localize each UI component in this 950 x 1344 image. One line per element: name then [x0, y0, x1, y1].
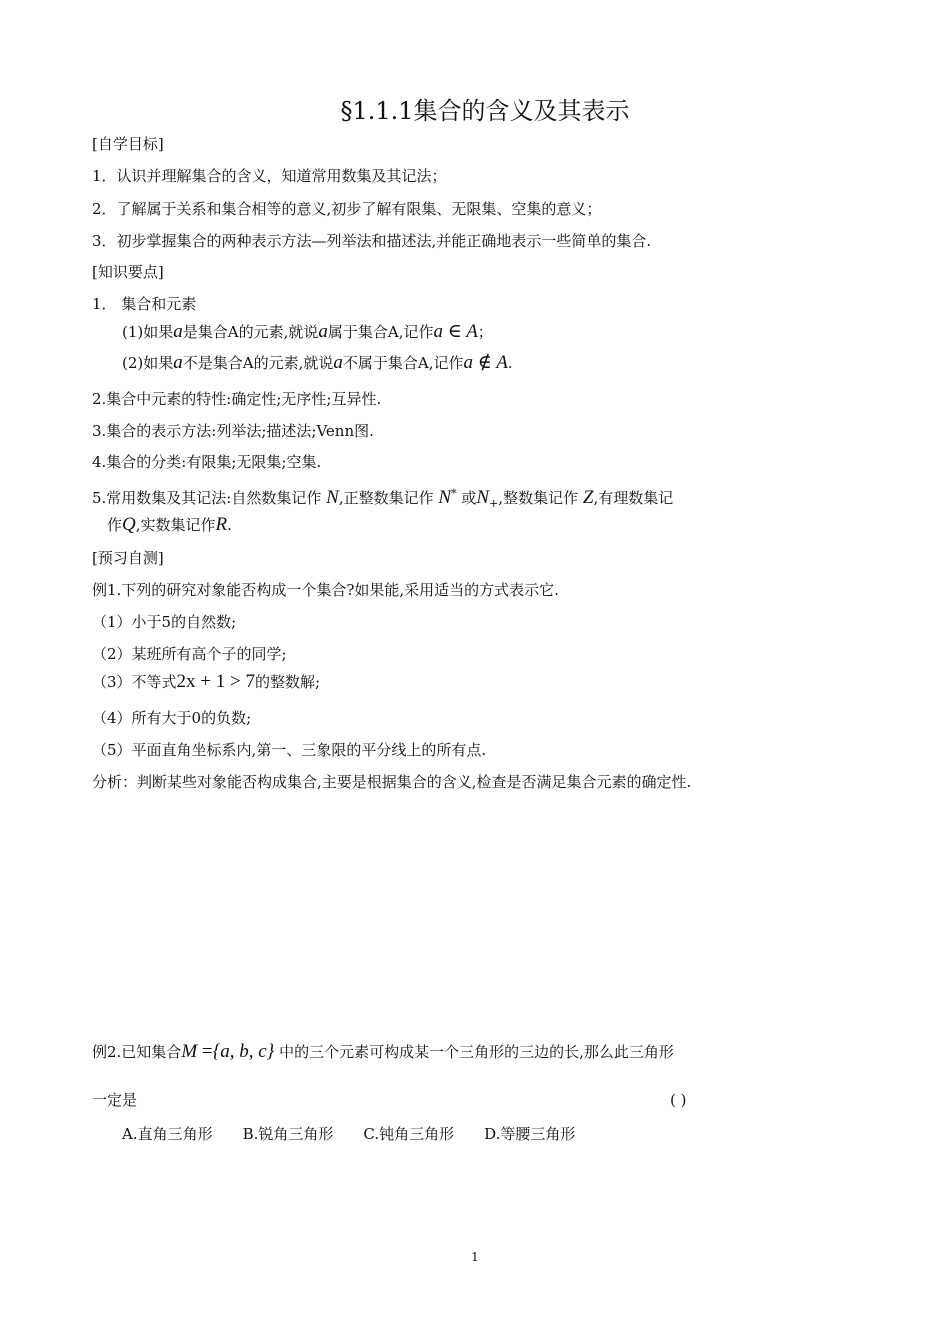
knowledge-item: 2.集合中元素的特性:确定性;无序性;互异性.	[92, 390, 382, 408]
page-number: 1	[471, 1250, 479, 1264]
answer-blank: ( )	[670, 1091, 687, 1109]
page-title: §1.1.1集合的含义及其表示	[340, 97, 630, 125]
choice-a: A.直角三角形	[122, 1125, 213, 1143]
example-item: （3）不等式2x + 1 > 7的整数解;	[92, 671, 321, 692]
choices	[122, 1124, 605, 1144]
knowledge-item: 5.常用数集及其记法:自然数集记作 N,正整数集记作 N* 或$N_+$,整数集记作 Z,有理数集记	[92, 487, 674, 510]
choice-c: C.钝角三角形	[363, 1125, 455, 1143]
knowledge-item-cont: 作Q,实数集记作R.	[107, 514, 232, 535]
goal-item: 2．了解属于关系和集合相等的意义,初步了解有限集、无限集、空集的意义；	[92, 200, 602, 218]
goal-item: 3．初步掌握集合的两种表示方法—列举法和描述法,并能正确地表示一些简单的集合.	[92, 232, 652, 250]
goal-item: 1．认识并理解集合的含义，知道常用数集及其记法；	[92, 167, 447, 185]
analysis: 分析：判断某些对象能否构成集合,主要是根据集合的含义,检查是否满足集合元素的确定性.	[92, 773, 692, 791]
example-item: （5）平面直角坐标系内,第一、三象限的平分线上的所有点.	[92, 741, 487, 759]
example-2-cont: 一定是	[92, 1091, 138, 1109]
knowledge-heading: [知识要点]	[92, 263, 164, 281]
knowledge-subitem: (1)如果a是集合A的元素,就说a属于集合A,记作a ∈ A；	[122, 321, 493, 342]
knowledge-item: 3.集合的表示方法:列举法;描述法;Venn图.	[92, 422, 374, 440]
example-item: （4）所有大于0的负数;	[92, 709, 252, 727]
example-2: 例2.已知集合M ={a, b, c} 中的三个元素可构成某一个三角形的三边的长,那么此三角形	[92, 1041, 674, 1062]
preview-heading: [预习自测]	[92, 549, 164, 567]
choice-b: B.锐角三角形	[242, 1125, 334, 1143]
choice-d: D.等腰三角形	[484, 1125, 576, 1143]
example-item: （1）小于5的自然数;	[92, 613, 237, 631]
example-1: 例1.下列的研究对象能否构成一个集合?如果能,采用适当的方式表示它.	[92, 581, 559, 599]
knowledge-item: 4.集合的分类:有限集;无限集;空集.	[92, 453, 322, 471]
example-item: （2）某班所有高个子的同学;	[92, 645, 287, 663]
goals-heading: [自学目标]	[92, 135, 164, 153]
knowledge-subitem: (2)如果a不是集合A的元素,就说a不属于集合A,记作a ∉ A.	[122, 352, 513, 373]
knowledge-item: 1． 集合和元素	[92, 295, 197, 313]
